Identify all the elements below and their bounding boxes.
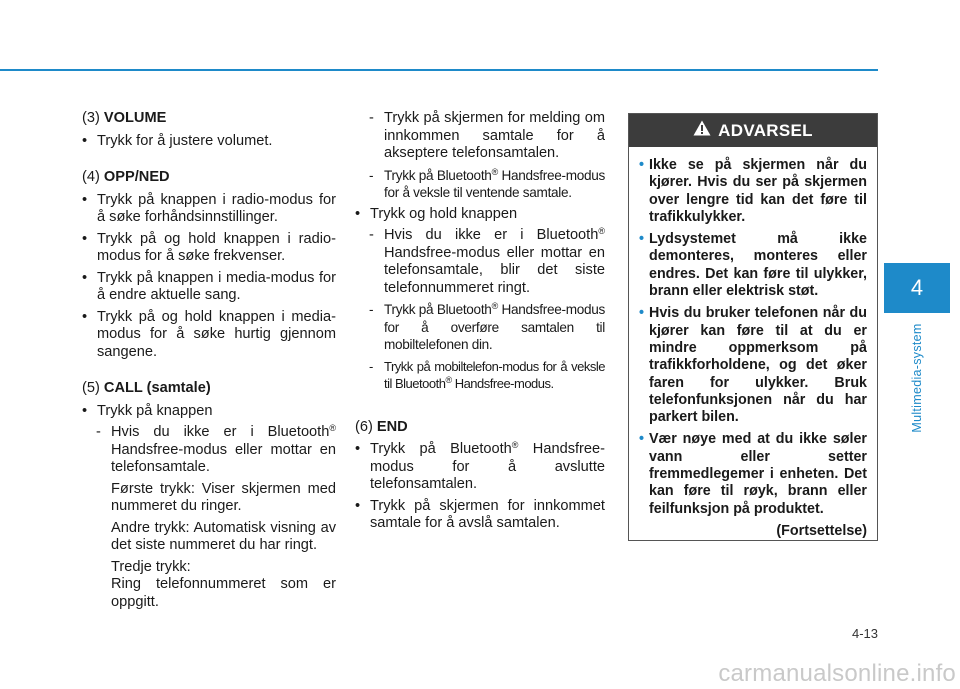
warning-box <box>628 113 878 541</box>
call-heading: (5) CALL (samtale) <box>82 380 211 396</box>
opp-ned-heading: (4) OPP/NED <box>82 169 170 185</box>
hold-bullet: • Trykk og hold knappen <box>355 206 605 224</box>
dash-item: - Trykk på Bluetooth® Handsfree-modus for å overføre samtalen til mobiltelefonen din. <box>369 301 605 352</box>
header-rule <box>0 69 878 71</box>
left-column <box>82 110 336 615</box>
call-second-press: Andre trykk: Automatisk visning av det siste nummeret du har ringt. <box>111 519 336 553</box>
warning-item: • Ikke se på skjermen når du kjører. Hvis du ser på skjermen over lengre tid kan det føre til trafikkulykker. <box>639 157 867 226</box>
volume-item: • Trykk for å justere volumet. <box>82 133 336 151</box>
end-heading: (6) END <box>355 418 408 435</box>
warning-item: • Hvis du bruker telefonen når du kjører kan føre til at du er mindre oppmerksom på trafikkforholdene, og det øker faren for ulykker. Bruk telefonfunksjonen når du har parkert bilen. <box>639 305 867 426</box>
opp-ned-item: • Trykk på og hold knappen i radio-modus for å søke frekvenser. <box>82 231 336 266</box>
call-first-press: Første trykk: Viser skjermen med nummeret du ringer. <box>111 480 336 514</box>
call-third-press: Tredje trykk: Ring telefonnummeret som er oppgitt. <box>111 558 336 610</box>
call-bullet: • Trykk på knappen <box>82 403 336 421</box>
chapter-label: Multimedia-system <box>910 323 924 433</box>
opp-ned-item: • Trykk på knappen i media-modus for å endre aktuelle sang. <box>82 270 336 305</box>
warning-header <box>629 114 877 147</box>
warning-item: • Lydsystemet må ikke demonteres, monteres eller endres. Det kan føre til ulykker, brann eller elektrisk støt. <box>639 231 867 300</box>
page-number: 4-13 <box>851 626 878 641</box>
watermark: carmanualsonline.info <box>718 660 956 687</box>
chapter-tab: 4 <box>884 263 950 313</box>
middle-column <box>355 110 605 537</box>
opp-ned-item: • Trykk på knappen i radio-modus for å søke forhåndsinnstillinger. <box>82 192 336 227</box>
end-item: • Trykk på Bluetooth® Handsfree-modus for å avslutte telefonsamtalen. <box>355 441 605 494</box>
volume-heading: (3) VOLUME <box>82 110 167 126</box>
call-dash-item: - Hvis du ikke er i Bluetooth® Handsfree-modus eller mottar en telefonsamtale. <box>96 423 336 475</box>
dash-item: - Trykk på Bluetooth® Handsfree-modus for å veksle til ventende samtale. <box>369 166 605 200</box>
dash-item: - Hvis du ikke er i Bluetooth® Handsfree-modus eller mottar en telefonsamtale, blir det siste telefonnummeret ringt. <box>369 226 605 296</box>
warning-item: • Vær nøye med at du ikke søler vann eller setter fremmedlegemer i enheten. Det kan føre til røyk, brann eller feilfunksjon på produktet. <box>639 431 867 517</box>
end-item: • Trykk på skjermen for innkommet samtale for å avslå samtalen. <box>355 498 605 533</box>
opp-ned-item: • Trykk på og hold knappen i media-modus for å søke hurtig gjennom sangene. <box>82 309 336 362</box>
warning-triangle-icon <box>693 120 711 141</box>
dash-item: - Trykk på mobiltelefon-modus for å veksle til Bluetooth® Handsfree-modus. <box>369 358 605 391</box>
continued-label: (Fortsettelse) <box>776 522 867 539</box>
warning-body <box>629 147 877 540</box>
warning-title: ADVARSEL <box>718 120 813 140</box>
dash-item: - Trykk på skjermen for melding om innkommen samtale for å akseptere telefonsamtalen. <box>369 110 605 161</box>
